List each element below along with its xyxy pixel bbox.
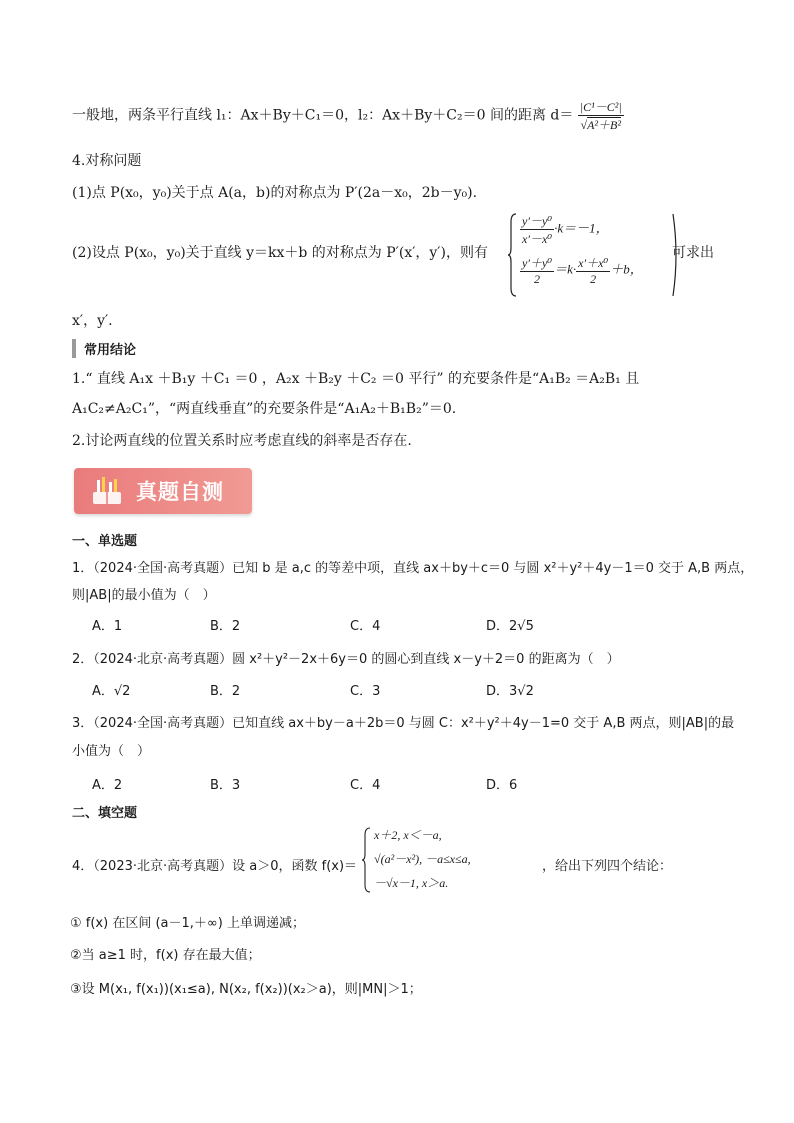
distance-denominator-wrap: √A²＋B² — [580, 118, 621, 132]
q3-line1: 3．（2024·全国·高考真题）已知直线 ax＋by－a＋2b＝0 与圆 C：x²＋y²＋4y－1=0 交于 A,B 两点，则|AB|的最 — [72, 716, 735, 731]
q3-option-b[interactable]: B．3 — [210, 778, 241, 793]
conclusion-item2: 2.讨论两直线的位置关系时应考虑直线的斜率是否存在. — [72, 433, 412, 449]
q4-conclusion-3: ③设 M(x₁, f(x₁))(x₁≤a), N(x₂, f(x₂))(x₂＞a)，则|MN|＞1； — [70, 982, 422, 997]
eq2-denominator: 2 — [534, 272, 541, 286]
q1-line2: 则|AB|的最小值为（ ） — [72, 588, 216, 603]
symmetry-line-item-suffix: 可求出 — [672, 245, 714, 261]
q3-option-c[interactable]: C．4 — [350, 778, 381, 793]
common-conclusions-heading: 常用结论 — [72, 339, 136, 358]
q4-suffix: ，给出下列四个结论： — [542, 859, 673, 874]
q3-line2: 小值为（ ） — [72, 744, 151, 759]
q1-option-d[interactable]: D．2√5 — [486, 619, 534, 634]
piecewise-brace-icon — [362, 826, 372, 894]
q1-option-b[interactable]: B．2 — [210, 619, 241, 634]
eq1-denominator: x′－x⁰ — [522, 232, 553, 246]
eq2-numerator: y′＋y⁰ — [522, 256, 553, 270]
q1-line1: 1．（2024·全国·高考真题）已知 b 是 a,c 的等差中项，直线 ax＋by＋c＝0 与圆 x²＋y²＋4y－1＝0 交于 A,B 两点， — [72, 561, 754, 576]
symmetry-line-item-end: x′，y′. — [72, 313, 113, 329]
left-brace-icon — [508, 212, 518, 298]
conclusion-item1-line2: A₁C₂≠A₂C₁”，“两直线垂直”的充要条件是“A₁A₂＋B₁B₂”＝0. — [72, 401, 457, 417]
q4-case1: x＋2, x＜－a, — [374, 828, 442, 842]
distance-numerator: |C¹－C²| — [579, 100, 622, 114]
symmetry-eq1 — [520, 212, 609, 247]
q2-option-b[interactable]: B．2 — [210, 684, 241, 699]
q1-option-a[interactable]: A．1 — [92, 619, 123, 634]
q4-case3: －√x－1, x＞a. — [374, 876, 449, 890]
section2-heading: 二、填空题 — [72, 806, 138, 821]
q4-prefix: 4．（2023·北京·高考真题）设 a＞0，函数 f(x)＝ — [72, 859, 358, 874]
banner-title: 真题自测 — [136, 480, 224, 504]
section-banner — [74, 468, 252, 514]
eq1-numerator: y′－y⁰ — [522, 214, 553, 228]
q2-option-d[interactable]: D．3√2 — [486, 684, 534, 699]
section1-heading: 一、单选题 — [72, 534, 138, 549]
eq1-rest: ·k＝－1， — [554, 220, 609, 236]
q4-piecewise — [362, 826, 552, 894]
symmetry-heading: 4.对称问题 — [72, 153, 142, 169]
symmetry-line-item-prefix: (2)设点 P(x₀，y₀)关于直线 y＝kx＋b 的对称点为 P′(x′，y′)，则有 — [72, 245, 488, 261]
q3-option-d[interactable]: D．6 — [486, 778, 518, 793]
eq2-numerator-2: x′＋x⁰ — [578, 256, 609, 270]
eq2-denominator-2: 2 — [590, 272, 597, 286]
q4-conclusion-2: ②当 a≥1 时，f(x) 存在最大值； — [70, 948, 261, 963]
parallel-distance-line — [72, 98, 624, 133]
eq2-mid: ＝k· — [554, 261, 577, 277]
q2-option-c[interactable]: C．3 — [350, 684, 381, 699]
symmetry-eq2 — [520, 254, 643, 287]
q2-option-a[interactable]: A．√2 — [92, 684, 131, 699]
eq2-rest: ＋b， — [610, 261, 643, 277]
q3-option-a[interactable]: A．2 — [92, 778, 123, 793]
book-icon — [90, 476, 124, 506]
parallel-distance-text: 一般地，两条平行直线 l₁：Ax＋By＋C₁＝0，l₂：Ax＋By＋C₂＝0 间的距离 d＝ — [72, 107, 574, 124]
distance-denominator: A²＋B² — [587, 118, 621, 132]
conclusion-item1-line1: 1.“ 直线 A₁x ＋B₁y ＋C₁ ＝0 ，A₂x ＋B₂y ＋C₂ ＝0 平行” 的充要条件是“A₁B₂ ＝A₂B₁ 且 — [72, 371, 640, 387]
q1-option-c[interactable]: C．4 — [350, 619, 381, 634]
distance-fraction — [578, 98, 624, 133]
q2-line1: 2．（2024·北京·高考真题）圆 x²＋y²－2x＋6y＝0 的圆心到直线 x－y＋2＝0 的距离为（ ） — [72, 652, 620, 667]
q4-case2: √(a²－x²), －a≤x≤a, — [374, 852, 471, 866]
symmetry-point-item: (1)点 P(x₀，y₀)关于点 A(a，b)的对称点为 P′(2a－x₀，2b－y₀). — [72, 185, 478, 201]
symmetry-equation-system — [508, 212, 688, 298]
q4-conclusion-1: ① f(x) 在区间 (a－1,＋∞) 上单调递减； — [70, 916, 305, 931]
